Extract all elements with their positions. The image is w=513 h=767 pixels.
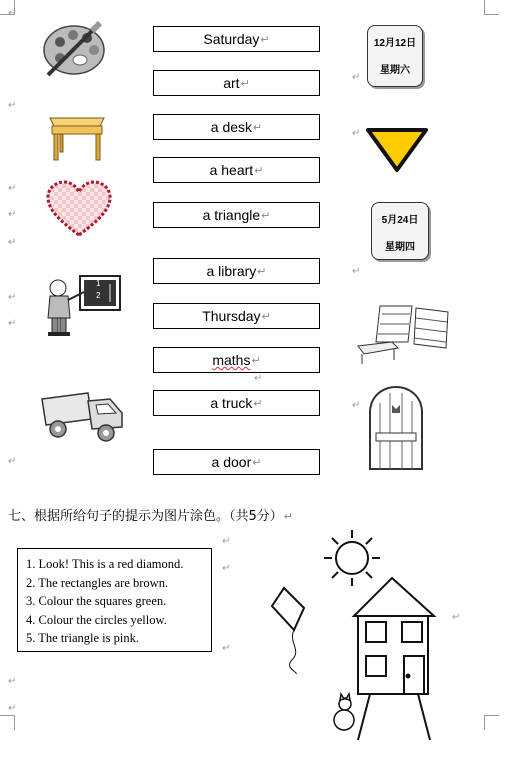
heart-image bbox=[46, 180, 112, 238]
paragraph-mark: ↵ bbox=[8, 676, 17, 687]
paragraph-mark: ↵ bbox=[8, 318, 17, 329]
word-box-door: a door ↵ bbox=[153, 449, 320, 475]
cat-image bbox=[334, 694, 354, 730]
section-heading: 七、根据所给句子的提示为图片涂色。（共5分）↵ bbox=[8, 509, 293, 524]
kite-diamond-image bbox=[272, 588, 304, 674]
word-box-library: a library ↵ bbox=[153, 258, 320, 284]
door-image bbox=[366, 385, 426, 471]
sun-image bbox=[324, 530, 380, 586]
page-corner-mark bbox=[484, 0, 499, 15]
page-corner-mark bbox=[484, 715, 499, 730]
word-label: a heart bbox=[209, 162, 254, 178]
word-label: maths bbox=[212, 352, 251, 368]
instruction-box bbox=[17, 548, 212, 652]
triangle-image bbox=[365, 127, 429, 173]
word-label: a desk bbox=[210, 119, 253, 135]
paragraph-mark: ↵ bbox=[8, 183, 17, 194]
word-label: Thursday bbox=[202, 308, 261, 324]
page-corner-mark bbox=[0, 715, 15, 730]
word-box-heart: a heart ↵ bbox=[153, 157, 320, 183]
coloring-scene bbox=[262, 526, 452, 742]
paragraph-mark: ↵ bbox=[352, 128, 361, 139]
word-label: a triangle bbox=[202, 207, 261, 223]
paragraph-mark: ↵ bbox=[8, 456, 17, 467]
paragraph-mark: ↵ bbox=[254, 373, 263, 384]
word-box-saturday: Saturday ↵ bbox=[153, 26, 320, 52]
calendar-date: 5月24日 bbox=[381, 215, 419, 226]
teacher-board-image bbox=[44, 270, 124, 340]
paragraph-mark: ↵ bbox=[352, 72, 361, 83]
instruction-sentence: 5. The triangle is pink. bbox=[26, 631, 139, 645]
board-fraction-denominator: 2 bbox=[96, 291, 101, 300]
word-box-thursday: Thursday ↵ bbox=[153, 303, 320, 329]
paragraph-mark: ↵ bbox=[8, 100, 17, 111]
word-label: a library bbox=[206, 263, 257, 279]
library-image bbox=[352, 302, 450, 368]
word-label: a door bbox=[211, 454, 252, 470]
paragraph-mark: ↵ bbox=[8, 292, 17, 303]
word-box-maths: maths ↵ bbox=[153, 347, 320, 373]
word-label: Saturday bbox=[203, 31, 260, 47]
paragraph-mark: ↵ bbox=[8, 8, 17, 19]
paragraph-mark: ↵ bbox=[8, 209, 17, 220]
instruction-sentence: 4. Colour the circles yellow. bbox=[26, 612, 167, 627]
paragraph-mark: ↵ bbox=[8, 237, 17, 248]
word-label: art bbox=[223, 75, 240, 91]
instruction-sentence: 2. The rectangles are brown. bbox=[26, 575, 169, 590]
word-box-truck: a truck ↵ bbox=[153, 390, 320, 416]
paragraph-mark: ↵ bbox=[352, 266, 361, 277]
word-box-triangle: a triangle ↵ bbox=[153, 202, 320, 228]
paragraph-mark: ↵ bbox=[8, 703, 17, 714]
calendar-card-thursday bbox=[371, 202, 429, 260]
calendar-weekday: 星期四 bbox=[385, 242, 415, 253]
paragraph-mark: ↵ bbox=[352, 400, 361, 411]
truck-image bbox=[36, 385, 126, 445]
house-image bbox=[354, 578, 434, 740]
calendar-card-saturday bbox=[367, 25, 423, 87]
calendar-date: 12月12日 bbox=[373, 38, 417, 49]
desk-image bbox=[46, 110, 108, 162]
instruction-sentence: 1. Look! This is a red diamond. bbox=[26, 557, 184, 571]
word-box-art: art ↵ bbox=[153, 70, 320, 96]
word-box-desk: a desk ↵ bbox=[153, 114, 320, 140]
paragraph-mark: ↵ bbox=[222, 536, 231, 547]
palette-image bbox=[40, 20, 105, 78]
word-label: a truck bbox=[210, 395, 253, 411]
calendar-weekday: 星期六 bbox=[380, 65, 410, 76]
board-fraction-numerator: 1 bbox=[96, 279, 101, 288]
paragraph-mark: ↵ bbox=[222, 563, 231, 574]
paragraph-mark: ↵ bbox=[452, 612, 461, 623]
instruction-sentence: 3. Colour the squares green. bbox=[26, 594, 167, 608]
paragraph-mark: ↵ bbox=[222, 643, 231, 654]
